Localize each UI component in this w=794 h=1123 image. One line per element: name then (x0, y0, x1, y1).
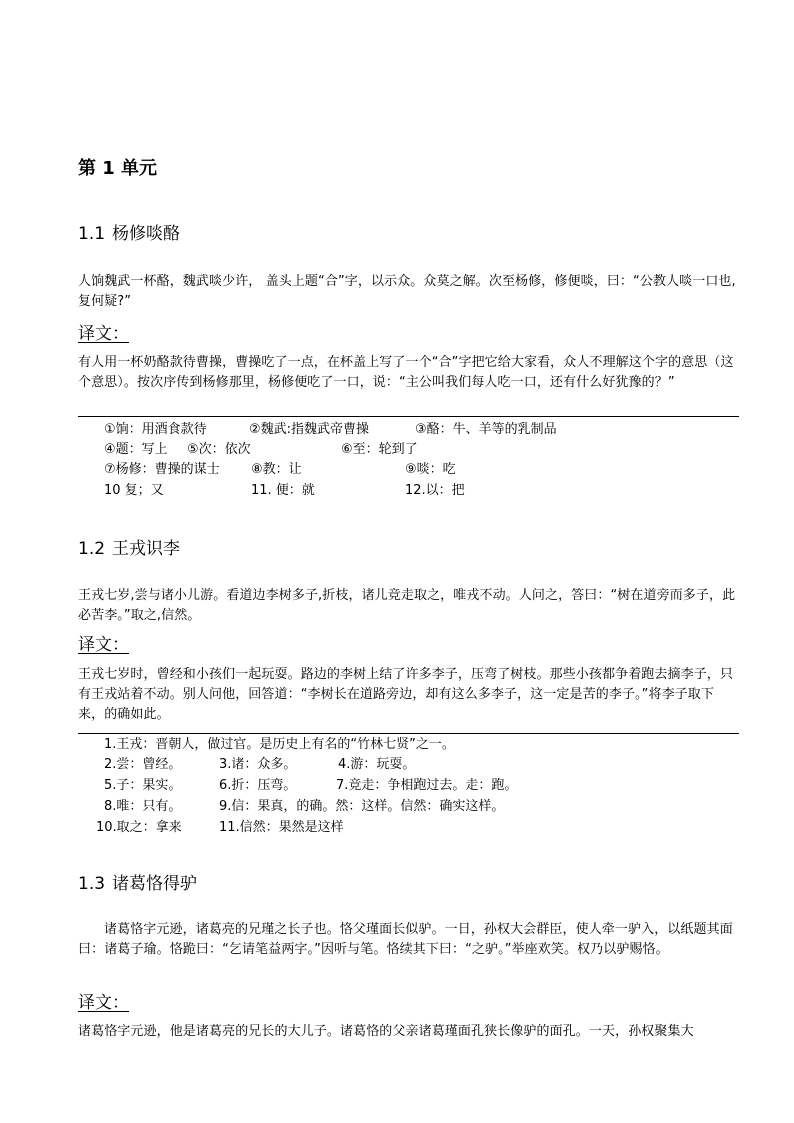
note-item: 10.取之：拿来 (96, 820, 182, 835)
original-text-1-1: 人饷魏武一杯酪，魏武啖少许， 盖头上题“合”字，以示众。众莫之解。次至杨修，修便啖，曰：“公教人啖一口也,复何疑?” (78, 274, 736, 309)
note-item: 7.竞走：争相跑过去。走：跑。 (336, 778, 518, 793)
note-item: 8.唯：只有。 (104, 799, 182, 814)
section-number: 1.3 (78, 874, 106, 894)
note-item: ⑤次：依次 (187, 442, 251, 457)
translation-text-1-3: 诸葛恪字元逊，他是诸葛亮的兄长的大儿子。诸葛恪的父亲诸葛瑾面孔狭长像驴的面孔。一天，孙权聚集大 (78, 1024, 694, 1039)
original-text-1-3: 诸葛恪字元逊，诸葛亮的兄瑾之长子也。恪父瑾面长似驴。一日，孙权大会群臣，使人牵一驴入，以纸题其面曰：诸葛子瑜。恪跪曰：“乞请笔益两字。”因听与笔。恪续其下曰：“之驴。”举座欢笑。权乃以驴赐恪。 (78, 922, 733, 957)
translation-text-1-1: 有人用一杯奶酪款待曹操，曹操吃了一点，在杯盖上写了一个“合”字把它给大家看，众人不理解这个字的意思（这个意思）。按次序传到杨修那里，杨修便吃了一口，说：“主公叫我们每人吃一口，还有什么好犹豫的？” (78, 355, 734, 390)
note-item: ④题：写上 (104, 442, 168, 457)
section-number: 1.1 (78, 224, 106, 244)
note-item: 11. 便：就 (251, 483, 315, 498)
note-item: 10 复；又 (104, 483, 164, 498)
note-item: 4.游：玩耍。 (338, 757, 416, 772)
note-item: ③酪：牛、羊等的乳制品 (415, 422, 557, 437)
section-heading-1-3 (78, 869, 197, 894)
note-item: 1.王戎：晋朝人，做过官。是历史上有名的“竹林七贤”之一。 (104, 737, 455, 752)
note-item: 11.信然：果然是这样 (219, 820, 344, 835)
section-heading-1-2 (78, 534, 180, 559)
divider-rule (78, 416, 739, 417)
original-text-1-2: 王戎七岁,尝与诸小儿游。看道边李树多子,折枝，诸儿竞走取之，唯戎不动。人问之，答曰：“树在道旁而多子，此必苦李。”取之,信然。 (78, 588, 736, 623)
note-item: 9.信：果真，的确。然：这样。信然：确实这样。 (219, 799, 505, 814)
note-item: 5.子：果实。 (104, 778, 182, 793)
note-item: ②魏武:指魏武帝曹操 (249, 422, 370, 437)
note-item: ⑥至：轮到了 (341, 442, 418, 457)
note-item: 2.尝：曾经。 (104, 757, 182, 772)
note-item: ⑨啖：吃 (405, 462, 456, 477)
section-title: 诸葛恪得驴 (112, 874, 197, 894)
section-title: 王戎识李 (112, 539, 180, 559)
note-item: ⑧教：让 (251, 462, 302, 477)
translation-label: 译文： (78, 993, 129, 1013)
translation-label: 译文： (78, 635, 129, 655)
unit-title: 第 1 单元 (78, 158, 158, 179)
section-number: 1.2 (78, 539, 106, 559)
translation-label: 译文： (78, 324, 129, 344)
note-item: 6.折：压弯。 (219, 778, 297, 793)
note-item: 12.以：把 (405, 483, 465, 498)
section-heading-1-1 (78, 219, 180, 244)
translation-text-1-2: 王戎七岁时，曾经和小孩们一起玩耍。路边的李树上结了许多李子，压弯了树枝。那些小孩都争着跑去摘李子，只有王戎站着不动。别人问他，回答道：“李树长在道路旁边，却有这么多李子，这一定是苦的李子。”将李子取下来，的确如此。 (78, 667, 734, 722)
section-title: 杨修啖酪 (112, 224, 180, 244)
divider-rule (78, 733, 739, 734)
note-item: 3.诸：众多。 (219, 757, 297, 772)
note-item: ①饷：用酒食款待 (104, 422, 207, 437)
note-item: ⑦杨修：曹操的谋士 (104, 462, 220, 477)
